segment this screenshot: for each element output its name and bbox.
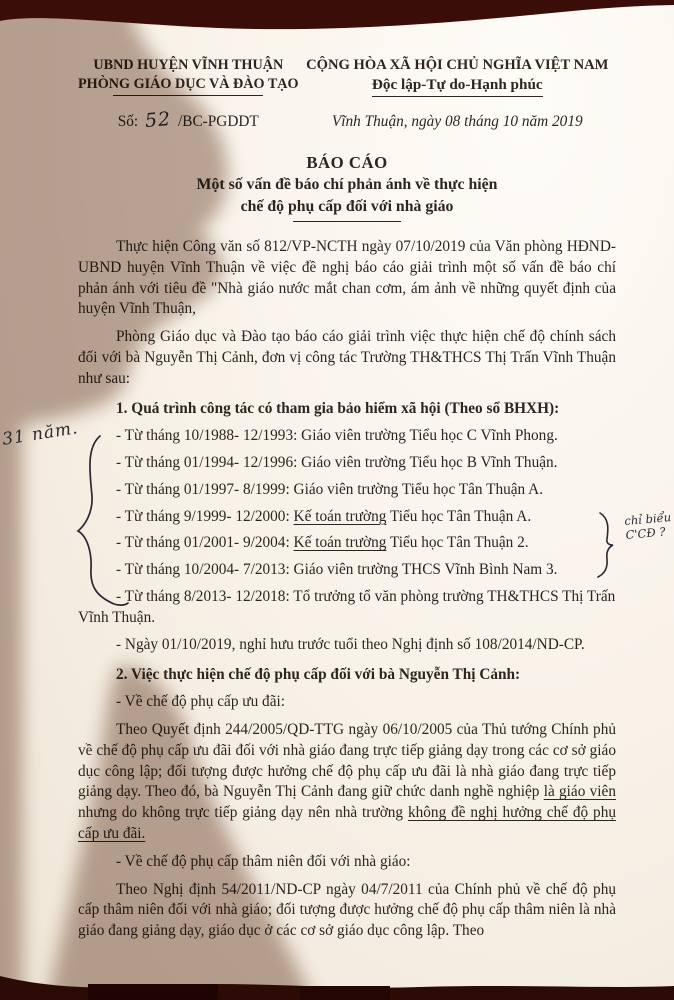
paragraph-3: Theo Quyết định 244/2005/QD-TTG ngày 06/10/2005 của Thủ tướng Chính phủ về chế độ phụ cấp ưu đãi đối với nhà giáo đang trực tiếp giảng dạy trong các cơ sở giáo dục công lập; đối tượng được hưởng chế độ phụ cấp ưu đãi là nhà giáo đang trực tiếp giảng dạy. Theo đó, bà Nguyễn Thị Cảnh đang giữ chức danh nghề nghiệp là giáo viên nhưng do không trực tiếp giảng dạy nên nhà trường không đề nghị hưởng chế độ phụ cấp ưu đãi.	[78, 721, 616, 843]
doc-number-label: Số:	[117, 113, 139, 131]
org-underline	[113, 95, 263, 96]
career-item: - Từ tháng 01/1997- 8/1999: Giáo viên trường Tiểu học Tân Thuận A.	[116, 480, 544, 498]
title-line1: BÁO CÁO	[306, 153, 388, 173]
national-header-block	[299, 56, 616, 97]
career-item: - Từ tháng 10/1988- 12/1993: Giáo viên trường Tiểu học C Vĩnh Phong.	[116, 427, 558, 445]
place-and-date: Vĩnh Thuận, ngày 08 tháng 10 năm 2019	[331, 113, 583, 131]
handwritten-margin-note: 31 năm.	[0, 418, 80, 450]
national-motto-line2: Độc lập-Tự do-Hạnh phúc	[372, 75, 543, 97]
doc-number	[78, 108, 299, 134]
doc-number-suffix: /BC-PGDDT	[178, 113, 259, 131]
section2-heading: 2. Việc thực hiện chế độ phụ cấp đối với bà Nguyễn Thị Cảnh:	[116, 666, 521, 684]
career-item: - Từ tháng 01/2001- 9/2004: Kế toán trường Tiểu học Tân Thuận 2.	[116, 534, 529, 552]
issuing-org-block	[78, 56, 299, 97]
section2-sub2: - Về chế độ phụ cấp thâm niên đối với nhà giáo:	[116, 852, 411, 870]
doc-number-handwritten: 52	[144, 108, 173, 133]
doc-number-date-row	[78, 108, 616, 134]
org-name-line1: UBND HUYỆN VĨNH THUẬN	[93, 57, 284, 73]
document-title	[78, 151, 616, 222]
career-item: - Từ tháng 9/1999- 12/2000: Kế toán trường Tiểu học Tân Thuận A.	[116, 507, 532, 525]
side-note-line1: chỉ biểu	[624, 510, 672, 529]
career-item: - Từ tháng 8/2013- 12/2018: Tổ trưởng tổ văn phòng trường TH&THCS Thị Trấn Vĩnh Thuận.	[78, 588, 616, 626]
section2-sub1: - Về chế độ phụ cấp ưu đãi:	[116, 693, 285, 711]
org-name-line2: PHÒNG GIÁO DỤC VÀ ĐÀO TẠO	[78, 75, 299, 92]
paragraph-4: Theo Nghị định 54/2011/ND-CP ngày 04/7/2011 của Chính phủ về chế độ phụ cấp thâm niên đối với nhà giáo; đối tượng được hưởng chế độ phụ cấp thâm niên là nhà giáo đang giảng dạy, giáo dục ở các cơ sở giáo dục công lập. Theo	[78, 880, 616, 940]
document-header	[78, 56, 616, 97]
title-underline	[293, 221, 401, 222]
paragraph-1: Thực hiện Công văn số 812/VP-NCTH ngày 07/10/2019 của Văn phòng HĐND-UBND huyện Vĩnh Thuận về việc đề nghị báo cáo giải trình một số vấn đề báo chí phản ánh với tiêu đề "Nhà giáo nước mắt chan cơm, ám ảnh về những quyết định của huyện Vĩnh Thuận,	[78, 237, 616, 318]
career-item: - Từ tháng 10/2004- 7/2013: Giáo viên trường THCS Vĩnh Bình Nam 3.	[116, 561, 558, 579]
national-motto-line1: CỘNG HÒA XÃ HỘI CHỦ NGHĨA VIỆT NAM	[306, 57, 609, 73]
title-line3: chế độ phụ cấp đối với nhà giáo	[240, 198, 454, 216]
side-note-line2: C'CĐ ?	[625, 524, 667, 543]
title-line2: Một số vấn đề báo chí phản ánh về thực hiện	[196, 176, 498, 194]
career-item: - Từ tháng 01/1994- 12/1996: Giáo viên trường Tiểu học B Vĩnh Thuận.	[116, 454, 558, 472]
career-item: - Ngày 01/10/2019, nghỉ hưu trước tuổi theo Nghị định số 108/2014/ND-CP.	[116, 635, 585, 653]
paragraph-2: Phòng Giáo dục và Đào tạo báo cáo giải trình việc thực hiện chế độ chính sách đối với bà Nguyễn Thị Cảnh, đơn vị công tác Trường TH&THCS Thị Trấn Vĩnh Thuận như sau:	[78, 328, 616, 387]
section1-heading: 1. Quá trình công tác có tham gia bảo hiểm xã hội (Theo sổ BHXH):	[116, 400, 560, 418]
